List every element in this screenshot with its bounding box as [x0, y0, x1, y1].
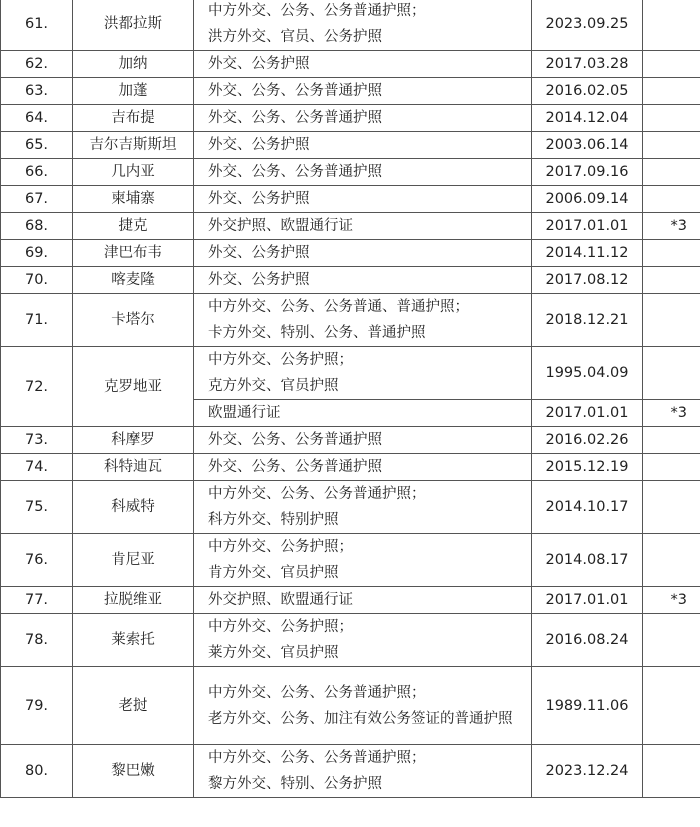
- table-row: [1, 0, 700, 51]
- passport-line: 外交、公务护照: [208, 272, 310, 288]
- table-row: [1, 240, 700, 267]
- table-row: [1, 667, 700, 745]
- effective-date: 1989.11.06: [532, 667, 643, 745]
- passport-types: [194, 400, 532, 427]
- effective-date: 2016.02.05: [532, 78, 643, 105]
- table-row: [1, 78, 700, 105]
- row-number: 68.: [1, 213, 73, 240]
- effective-date: 2016.08.24: [532, 614, 643, 667]
- table-row: [1, 587, 700, 614]
- note-marker: [643, 454, 700, 481]
- passport-line: 中方外交、公务、公务普通护照；: [208, 750, 426, 766]
- country-name: 柬埔寨: [73, 186, 194, 213]
- passport-line: 外交、公务护照: [208, 56, 310, 72]
- passport-line: 中方外交、公务、公务普通护照；: [208, 486, 426, 502]
- note-marker: [643, 51, 700, 78]
- row-number: 76.: [1, 534, 73, 587]
- effective-date: 2017.08.12: [532, 267, 643, 294]
- passport-types: [194, 78, 532, 105]
- passport-line: 老方外交、公务、加注有效公务签证的普通护照: [208, 710, 513, 727]
- country-name: 克罗地亚: [73, 347, 194, 427]
- row-number: 64.: [1, 105, 73, 132]
- country-name: 黎巴嫩: [73, 745, 194, 798]
- note-marker: [643, 614, 700, 667]
- passport-line: 卡方外交、特别、公务、普通护照: [208, 325, 426, 341]
- effective-date: 2017.01.01: [532, 587, 643, 614]
- country-name: 喀麦隆: [73, 267, 194, 294]
- passport-line: 中方外交、公务护照；: [208, 539, 353, 555]
- country-name: 洪都拉斯: [73, 0, 194, 51]
- row-number: 78.: [1, 614, 73, 667]
- passport-types: [194, 481, 532, 534]
- passport-types: [194, 294, 532, 347]
- passport-types: [194, 186, 532, 213]
- country-name: 莱索托: [73, 614, 194, 667]
- row-number: 69.: [1, 240, 73, 267]
- country-name: 科特迪瓦: [73, 454, 194, 481]
- country-name: 科威特: [73, 481, 194, 534]
- passport-line: 外交、公务、公务普通护照: [208, 110, 382, 126]
- country-name: 津巴布韦: [73, 240, 194, 267]
- table-row: [1, 267, 700, 294]
- effective-date: 2016.02.26: [532, 427, 643, 454]
- passport-types: [194, 105, 532, 132]
- effective-date: 1995.04.09: [532, 347, 643, 400]
- passport-line: 科方外交、特别护照: [208, 512, 339, 528]
- table-row: [1, 159, 700, 186]
- passport-line: 外交、公务、公务普通护照: [208, 164, 382, 180]
- note-marker: *3: [643, 587, 700, 614]
- country-name: 卡塔尔: [73, 294, 194, 347]
- passport-line: 中方外交、公务、公务普通、普通护照；: [208, 299, 469, 315]
- note-marker: [643, 534, 700, 587]
- passport-types: [194, 240, 532, 267]
- row-number: 63.: [1, 78, 73, 105]
- passport-line: 外交、公务、公务普通护照: [208, 83, 382, 99]
- country-name: 拉脱维亚: [73, 587, 194, 614]
- country-name: 科摩罗: [73, 427, 194, 454]
- passport-types: [194, 534, 532, 587]
- passport-line: 外交、公务护照: [208, 245, 310, 261]
- passport-line: 欧盟通行证: [208, 405, 281, 421]
- passport-types: [194, 745, 532, 798]
- note-marker: [643, 132, 700, 159]
- effective-date: 2018.12.21: [532, 294, 643, 347]
- effective-date: 2023.09.25: [532, 0, 643, 51]
- country-name: 吉尔吉斯斯坦: [73, 132, 194, 159]
- row-number: 79.: [1, 667, 73, 745]
- passport-line: 克方外交、官员护照: [208, 378, 339, 394]
- note-marker: [643, 240, 700, 267]
- table-row: [1, 294, 700, 347]
- note-marker: [643, 427, 700, 454]
- effective-date: 2017.01.01: [532, 213, 643, 240]
- note-marker: *3: [643, 213, 700, 240]
- row-number: 70.: [1, 267, 73, 294]
- table-row: [1, 132, 700, 159]
- passport-types: [194, 454, 532, 481]
- passport-line: 中方外交、公务护照；: [208, 619, 353, 635]
- effective-date: 2014.08.17: [532, 534, 643, 587]
- table-row: [1, 213, 700, 240]
- table-row: [1, 51, 700, 78]
- effective-date: 2023.12.24: [532, 745, 643, 798]
- effective-date: 2017.09.16: [532, 159, 643, 186]
- country-name: 捷克: [73, 213, 194, 240]
- country-name: 吉布提: [73, 105, 194, 132]
- note-marker: [643, 481, 700, 534]
- table-row: [1, 614, 700, 667]
- passport-line: 外交护照、欧盟通行证: [208, 592, 353, 608]
- table-row: [1, 534, 700, 587]
- effective-date: 2014.10.17: [532, 481, 643, 534]
- row-number: 62.: [1, 51, 73, 78]
- effective-date: 2006.09.14: [532, 186, 643, 213]
- note-marker: *3: [643, 400, 700, 427]
- note-marker: [643, 0, 700, 51]
- passport-types: [194, 587, 532, 614]
- table-row: [1, 427, 700, 454]
- passport-line: 黎方外交、特别、公务护照: [208, 776, 382, 792]
- table-row: [1, 347, 700, 400]
- passport-types: [194, 159, 532, 186]
- effective-date: 2015.12.19: [532, 454, 643, 481]
- passport-line: 中方外交、公务、公务普通护照；: [208, 684, 426, 701]
- effective-date: 2017.01.01: [532, 400, 643, 427]
- effective-date: 2017.03.28: [532, 51, 643, 78]
- passport-line: 洪方外交、官员、公务护照: [208, 29, 382, 45]
- row-number: 71.: [1, 294, 73, 347]
- table-row: [1, 454, 700, 481]
- country-name: 加纳: [73, 51, 194, 78]
- note-marker: [643, 347, 700, 400]
- note-marker: [643, 267, 700, 294]
- row-number: 72.: [1, 347, 73, 427]
- row-number: 80.: [1, 745, 73, 798]
- country-name: 加蓬: [73, 78, 194, 105]
- passport-line: 莱方外交、官员护照: [208, 645, 339, 661]
- row-number: 67.: [1, 186, 73, 213]
- table-row: [1, 745, 700, 798]
- effective-date: 2014.11.12: [532, 240, 643, 267]
- passport-types: [194, 667, 532, 745]
- row-number: 65.: [1, 132, 73, 159]
- passport-line: 肯方外交、官员护照: [208, 565, 339, 581]
- row-number: 66.: [1, 159, 73, 186]
- table-row: [1, 481, 700, 534]
- row-number: 73.: [1, 427, 73, 454]
- country-name: 肯尼亚: [73, 534, 194, 587]
- passport-line: 外交、公务、公务普通护照: [208, 432, 382, 448]
- passport-types: [194, 213, 532, 240]
- note-marker: [643, 294, 700, 347]
- note-marker: [643, 667, 700, 745]
- note-marker: [643, 105, 700, 132]
- passport-types: [194, 347, 532, 400]
- note-marker: [643, 159, 700, 186]
- passport-line: 中方外交、公务、公务普通护照；: [208, 3, 426, 19]
- note-marker: [643, 745, 700, 798]
- passport-types: [194, 132, 532, 159]
- table-row: [1, 186, 700, 213]
- effective-date: 2014.12.04: [532, 105, 643, 132]
- row-number: 61.: [1, 0, 73, 51]
- note-marker: [643, 186, 700, 213]
- passport-line: 中方外交、公务护照；: [208, 352, 353, 368]
- country-name: 老挝: [73, 667, 194, 745]
- effective-date: 2003.06.14: [532, 132, 643, 159]
- passport-types: [194, 614, 532, 667]
- passport-types: [194, 51, 532, 78]
- passport-types: [194, 267, 532, 294]
- row-number: 75.: [1, 481, 73, 534]
- passport-types: [194, 427, 532, 454]
- table-row: [1, 105, 700, 132]
- note-marker: [643, 78, 700, 105]
- passport-types: [194, 0, 532, 51]
- country-name: 几内亚: [73, 159, 194, 186]
- table-body: [1, 0, 700, 798]
- passport-line: 外交护照、欧盟通行证: [208, 218, 353, 234]
- passport-line: 外交、公务护照: [208, 137, 310, 153]
- row-number: 77.: [1, 587, 73, 614]
- passport-line: 外交、公务护照: [208, 191, 310, 207]
- passport-line: 外交、公务、公务普通护照: [208, 459, 382, 475]
- row-number: 74.: [1, 454, 73, 481]
